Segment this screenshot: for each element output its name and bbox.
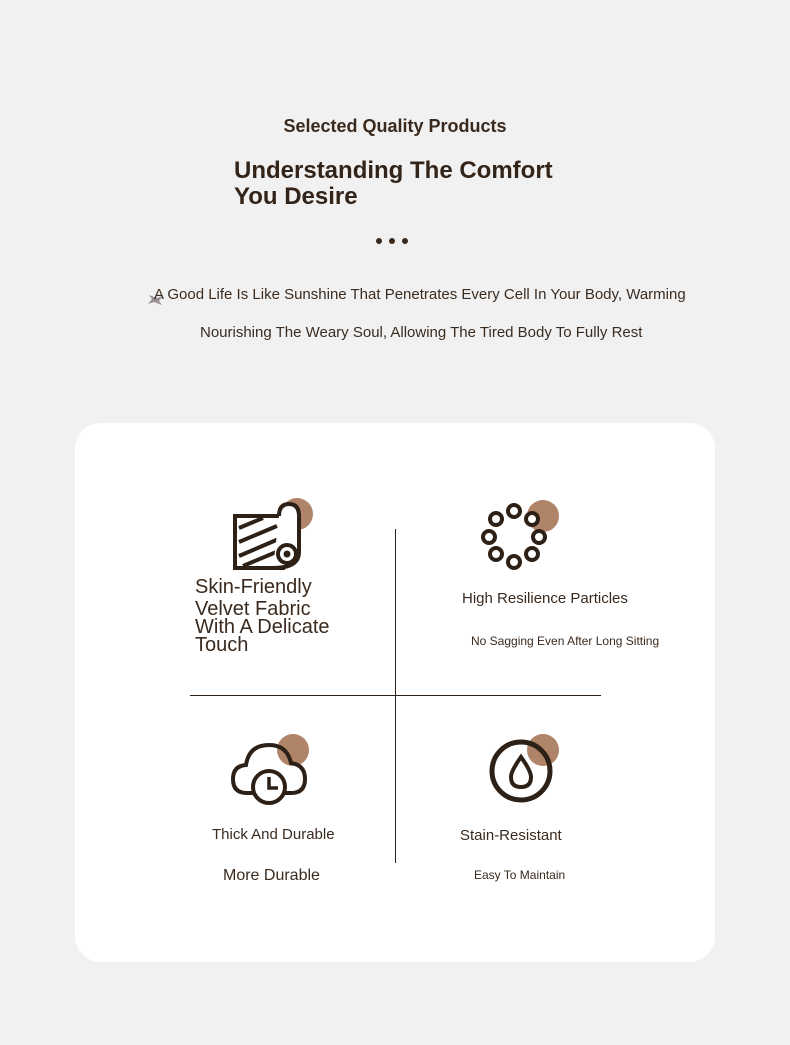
eyebrow-title: Selected Quality Products bbox=[283, 116, 507, 136]
headline-line-2: You Desire bbox=[234, 183, 358, 210]
horizontal-divider bbox=[190, 695, 601, 696]
feature-3-subtitle: More Durable bbox=[223, 867, 320, 884]
feature-4-subtitle: Easy To Maintain bbox=[474, 868, 566, 882]
feature-4-title: Stain-Resistant bbox=[460, 827, 562, 844]
vertical-divider bbox=[395, 529, 396, 863]
feature-2-title: High Resilience Particles bbox=[462, 590, 628, 607]
headline bbox=[234, 158, 564, 210]
features-card bbox=[75, 423, 715, 962]
feature-3-title: Thick And Durable bbox=[212, 826, 335, 843]
description-line-2: Nourishing The Weary Soul, Allowing The Tired Body To Fully Rest bbox=[200, 324, 643, 341]
feature-1-title-line-1: Skin-Friendly bbox=[195, 576, 312, 598]
feature-2-subtitle: No Sagging Even After Long Sitting bbox=[471, 634, 660, 648]
feature-1-title-line-4: Touch bbox=[195, 634, 249, 656]
particles-ring-icon bbox=[479, 499, 563, 575]
feature-1-title bbox=[195, 578, 330, 654]
feature-1-title-line-2: Velvet Fabric bbox=[195, 598, 311, 620]
description-line-1: A Good Life Is Like Sunshine That Penetrates Every Cell In Your Body, Warming bbox=[154, 286, 686, 303]
feature-1-title-line-3: With A Delicate bbox=[195, 616, 330, 638]
cloud-clock-icon bbox=[229, 733, 311, 807]
dots-divider bbox=[376, 238, 416, 246]
headline-line-1: Understanding The Comfort bbox=[234, 157, 553, 184]
water-drop-icon bbox=[487, 733, 563, 805]
fabric-roll-icon bbox=[233, 496, 315, 572]
